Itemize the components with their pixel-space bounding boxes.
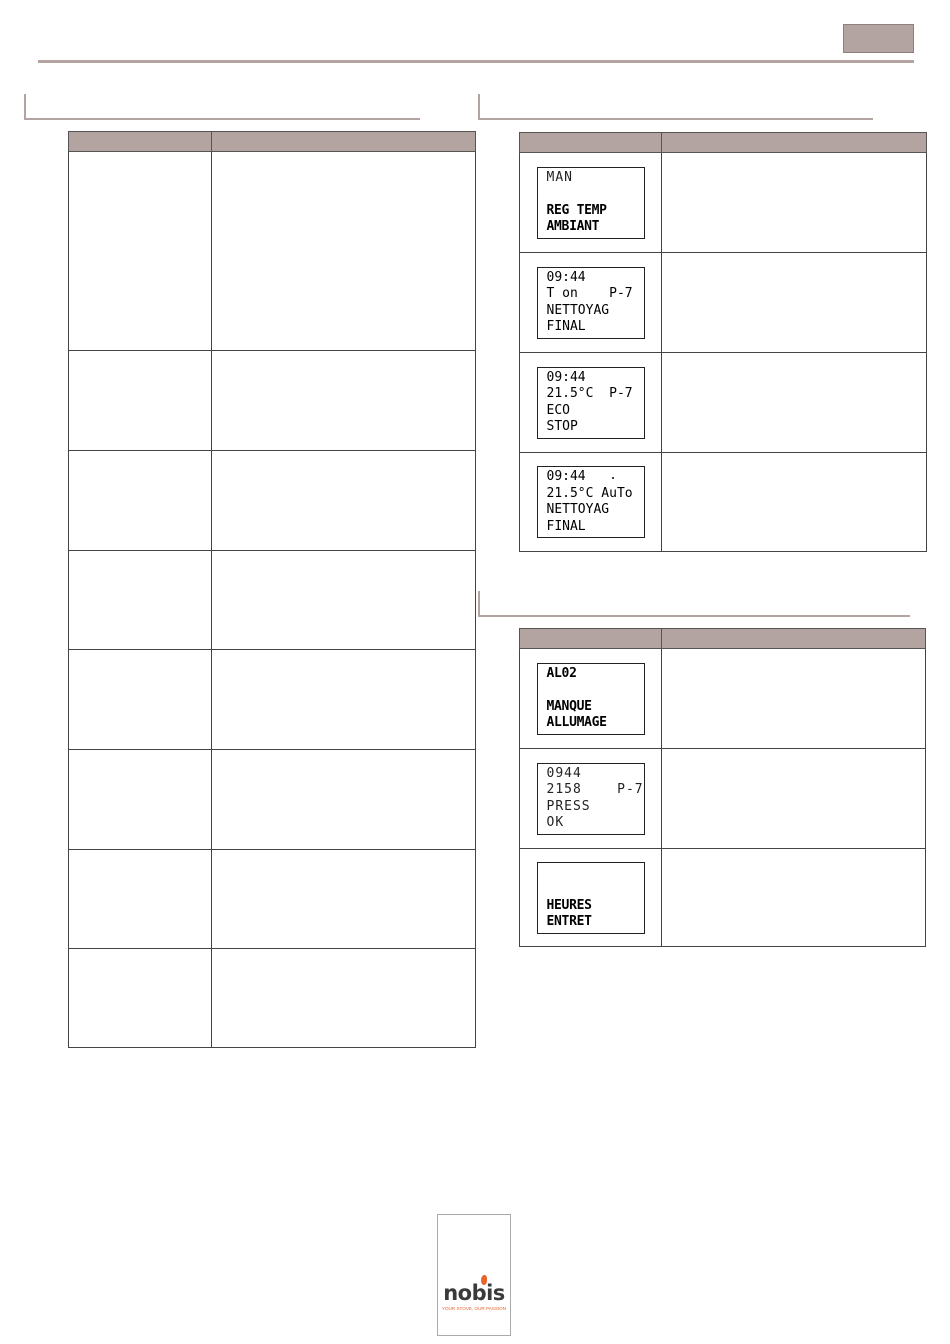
lcd-display: HEURES ENTRET — [537, 862, 645, 934]
table-row — [69, 451, 476, 551]
lcd-display: 09:44 21.5°C AuTo NETTOYAG FINAL — [537, 466, 645, 538]
nobis-logo — [437, 1214, 511, 1336]
display-table-header — [520, 133, 927, 153]
left-section-heading — [24, 94, 420, 120]
table-row — [520, 749, 926, 849]
lcd-display: 09:44 T on P-7 NETTOYAG FINAL — [537, 267, 645, 339]
table-row — [520, 253, 927, 353]
lcd-display: 0944 2158 P-7 PRESS OK — [537, 763, 645, 835]
alarm-table-header — [520, 629, 926, 649]
alarm-messages-table — [519, 628, 926, 947]
table-row — [520, 453, 927, 552]
table-row — [69, 650, 476, 750]
table-row — [69, 152, 476, 351]
display-messages-table — [519, 132, 927, 552]
table-row — [69, 949, 476, 1048]
left-table-header — [69, 132, 476, 152]
table-row — [520, 353, 927, 453]
table-row — [69, 850, 476, 949]
lcd-display: MAN REG TEMP AMBIANT — [537, 167, 645, 239]
table-row — [520, 649, 926, 749]
table-row — [520, 849, 926, 947]
lcd-indicator-dot — [612, 477, 614, 479]
table-row — [520, 153, 927, 253]
lcd-display: 09:44 21.5°C P-7 ECO STOP — [537, 367, 645, 439]
page-number-tab — [843, 24, 914, 53]
logo-tagline: YOUR STOVE, OUR PASSION — [441, 1306, 507, 1311]
lcd-display: AL02 MANQUE ALLUMAGE — [537, 663, 645, 735]
header-rule — [38, 60, 914, 63]
right-section-heading — [478, 94, 873, 120]
alarms-section-heading — [478, 591, 910, 617]
left-table — [68, 131, 476, 1048]
table-row — [69, 750, 476, 850]
table-row — [69, 551, 476, 650]
logo-wordmark: nobis — [443, 1281, 505, 1305]
table-row — [69, 351, 476, 451]
